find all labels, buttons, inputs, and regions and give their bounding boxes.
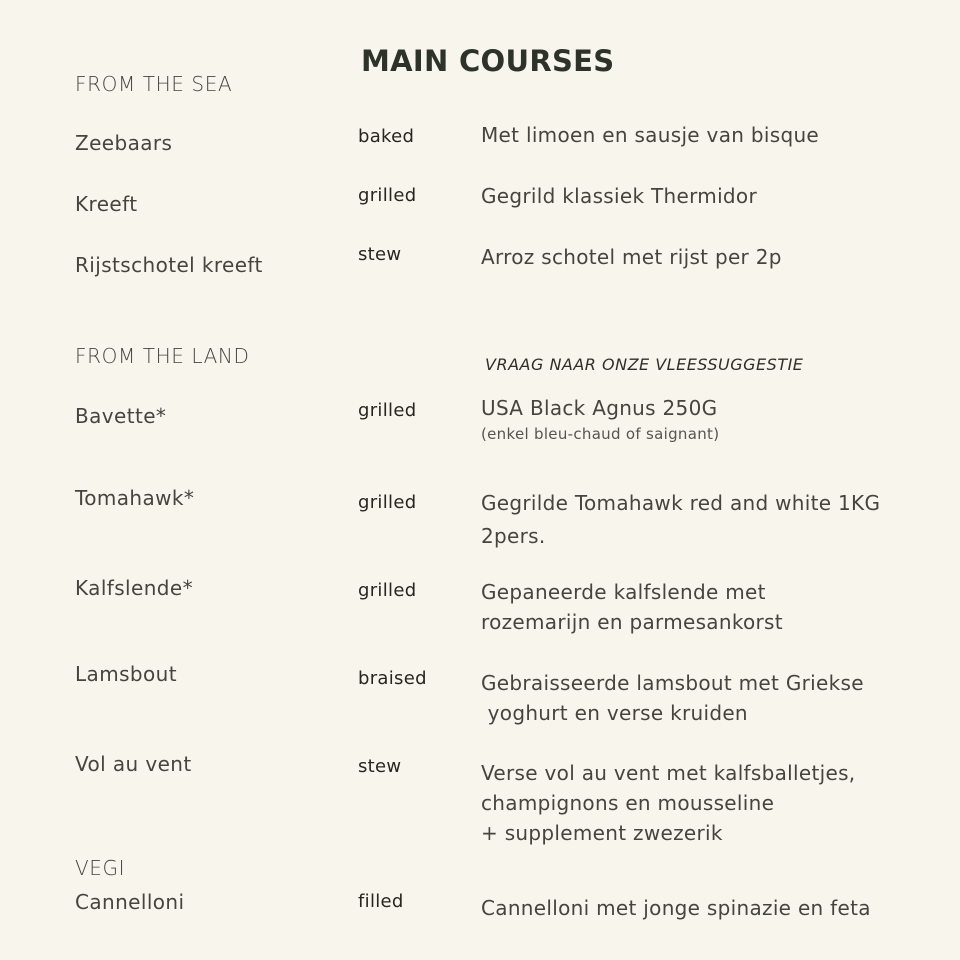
cooking-method: filled xyxy=(358,891,404,912)
dish-description-line: Gegrilde Tomahawk red and white 1KG xyxy=(481,491,881,515)
cooking-method: grilled xyxy=(358,580,417,601)
meat-suggestion-note: VRAAG NAAR ONZE VLEESSUGGESTIE xyxy=(485,355,804,374)
dish-name: Zeebaars xyxy=(75,131,173,155)
dish-name: Cannelloni xyxy=(75,890,185,914)
dish-name: Kalfslende* xyxy=(75,576,193,600)
cooking-method: baked xyxy=(358,126,415,147)
section-heading-sea: FROM THE SEA xyxy=(75,72,233,96)
dish-description-line: yoghurt en verse kruiden xyxy=(481,701,748,725)
dish-description-line: + supplement zwezerik xyxy=(481,821,723,845)
dish-description: Arroz schotel met rijst per 2p xyxy=(481,245,782,269)
dish-description-line: champignons en mousseline xyxy=(481,791,775,815)
dish-description-note: (enkel bleu-chaud of saignant) xyxy=(481,425,720,443)
cooking-method: braised xyxy=(358,668,427,689)
dish-description-line: Gepaneerde kalfslende met xyxy=(481,580,766,604)
dish-name: Lamsbout xyxy=(75,662,177,686)
dish-description: Cannelloni met jonge spinazie en feta xyxy=(481,896,871,920)
section-heading-land: FROM THE LAND xyxy=(75,344,250,368)
cooking-method: grilled xyxy=(358,185,417,206)
dish-name: Bavette* xyxy=(75,404,167,428)
dish-description-line: rozemarijn en parmesankorst xyxy=(481,610,783,634)
section-heading-vegi: VEGI xyxy=(75,856,126,880)
cooking-method: grilled xyxy=(358,492,417,513)
dish-description xyxy=(481,758,855,848)
dish-description xyxy=(481,488,880,551)
dish-description-line: Verse vol au vent met kalfsballetjes, xyxy=(481,761,856,785)
dish-name: Tomahawk* xyxy=(75,486,195,510)
dish-description xyxy=(481,668,864,728)
dish-description-line: USA Black Agnus 250G xyxy=(481,396,718,420)
cooking-method: stew xyxy=(358,756,402,777)
cooking-method: grilled xyxy=(358,400,417,421)
cooking-method: stew xyxy=(358,244,402,265)
dish-name: Kreeft xyxy=(75,192,138,216)
dish-description-line: 2pers. xyxy=(481,524,546,548)
dish-name: Vol au vent xyxy=(75,752,192,776)
dish-description xyxy=(481,577,783,637)
dish-name: Rijstschotel kreeft xyxy=(75,253,263,277)
dish-description: Met limoen en sausje van bisque xyxy=(481,123,820,147)
page-title: MAIN COURSES xyxy=(361,44,615,78)
dish-description xyxy=(481,393,719,445)
dish-description-line: Gebraisseerde lamsbout met Griekse xyxy=(481,671,864,695)
dish-description: Gegrild klassiek Thermidor xyxy=(481,184,757,208)
